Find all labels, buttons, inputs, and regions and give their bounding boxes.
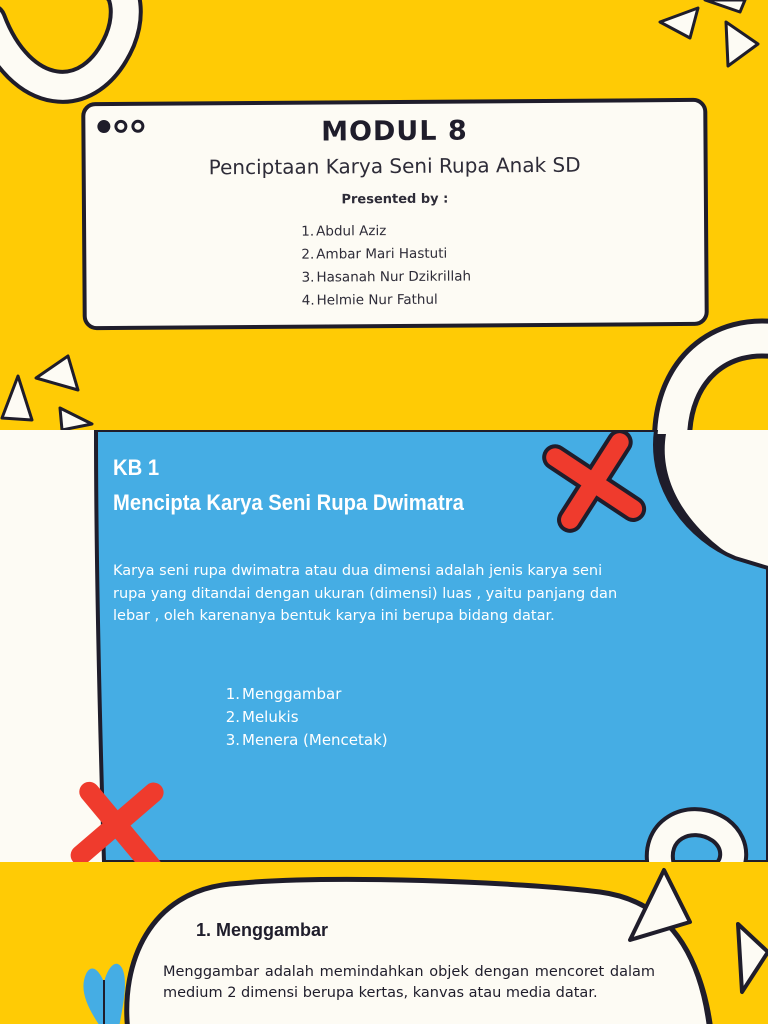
list-number: 3. (225, 731, 240, 749)
list-number: 4. (301, 292, 315, 309)
triangle-shape (36, 356, 78, 390)
title-card (81, 98, 709, 330)
kb-list (224, 683, 388, 752)
slide-title (0, 0, 768, 430)
list-label: Melukis (242, 708, 299, 726)
triangle-shape (738, 924, 768, 992)
list-number: 1. (225, 685, 240, 703)
list-number: 1. (301, 223, 315, 240)
slide-kb1 (0, 430, 768, 862)
list-item (224, 683, 388, 706)
slide-menggambar (0, 862, 768, 1024)
kb-label: KB 1 (113, 455, 160, 480)
author-name: Hasanah Nur Dzikrillah (316, 268, 472, 286)
ring-shape (0, 0, 126, 87)
list-number: 2. (225, 708, 240, 726)
module-subtitle: Penciptaan Karya Seni Rupa Anak SD (208, 152, 581, 180)
list-label: Menggambar (242, 685, 342, 703)
presented-by-label: Presented by : (341, 191, 449, 208)
kb-heading: Mencipta Karya Seni Rupa Dwimatra (113, 490, 464, 515)
list-item (300, 265, 471, 289)
ring-shape (672, 338, 768, 430)
triangle-shape (705, 0, 745, 12)
triangle-shape (660, 8, 698, 38)
list-label: Menera (Mencetak) (242, 731, 388, 749)
kb-description: Karya seni rupa dwimatra atau dua dimensi adalah jenis karya seni rupa yang ditandai dengan ukuran (dimensi) luas , yaitu panjang dan lebar , oleh karenanya bentuk karya ini berupa bidang datar. (113, 563, 618, 624)
triangle-shape (726, 22, 758, 66)
list-item (224, 729, 388, 752)
author-name: Ambar Mari Hastuti (316, 245, 448, 263)
leaf-shape (83, 964, 125, 1024)
list-item (300, 242, 471, 266)
author-list (300, 219, 471, 312)
author-name: Helmie Nur Fathul (316, 291, 438, 309)
kb-title (113, 450, 464, 520)
author-name: Abdul Aziz (316, 223, 387, 240)
module-title: MODUL 8 (321, 115, 468, 148)
section-text: Menggambar adalah memindahkan objek dengan mencoret dalam medium 2 dimensi berupa kertas, kanvas atau media datar. (163, 964, 655, 1001)
list-item (224, 706, 388, 729)
list-number: 3. (301, 269, 315, 286)
section-heading: 1. Menggambar (196, 920, 329, 940)
list-number: 2. (301, 246, 315, 263)
list-item (300, 219, 471, 243)
triangle-shape (2, 376, 32, 420)
triangle-shape (60, 408, 92, 430)
list-item (301, 288, 472, 312)
